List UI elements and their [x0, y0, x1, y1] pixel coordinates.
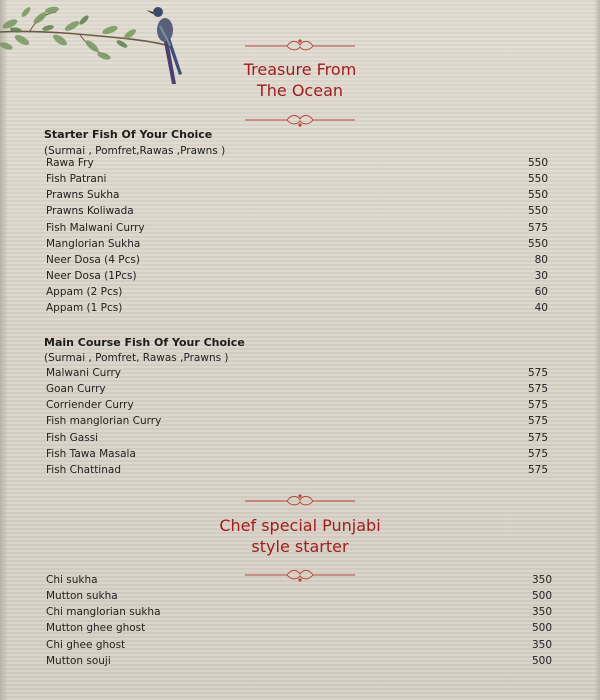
menu-item-price: 575	[527, 415, 548, 428]
menu-item	[46, 284, 548, 300]
menu-item-name: Rawa Fry	[46, 157, 94, 169]
menu-item-price: 575	[527, 221, 548, 234]
menu-item-price: 550	[527, 173, 548, 186]
menu-item-price: 500	[531, 654, 552, 667]
main-course-section-title: Main Course Fish Of Your Choice	[44, 336, 245, 349]
menu-item-price: 500	[531, 590, 552, 603]
menu-item-name: Appam (2 Pcs)	[46, 286, 123, 299]
menu-item-name: Fish manglorian Curry	[46, 415, 162, 428]
menu-item-name: Neer Dosa (4 Pcs)	[46, 253, 140, 266]
menu-item-price: 575	[527, 367, 548, 379]
menu-item-name: Prawns Sukha	[46, 189, 120, 202]
punjabi-starter-menu-list	[46, 572, 552, 669]
menu-item	[46, 155, 548, 171]
menu-item-price: 550	[527, 189, 548, 202]
menu-item	[46, 397, 548, 413]
menu-item-price: 40	[534, 302, 548, 315]
menu-item	[46, 620, 552, 636]
heading-line: style starter	[251, 537, 349, 556]
menu-item-name: Malwani Curry	[46, 367, 121, 379]
menu-item	[46, 220, 548, 236]
menu-item-price: 500	[531, 622, 552, 635]
menu-item-price: 60	[534, 286, 548, 299]
menu-item	[46, 236, 548, 252]
menu-item	[46, 588, 552, 604]
menu-item	[46, 252, 548, 268]
section-heading-treasure-from-the-ocean	[150, 59, 450, 101]
flourish-ornament	[235, 37, 365, 55]
menu-item-price: 550	[527, 237, 548, 250]
menu-item-price: 575	[527, 431, 548, 444]
menu-item	[46, 171, 548, 187]
menu-item-name: Neer Dosa (1Pcs)	[46, 269, 137, 282]
menu-item	[46, 430, 548, 446]
menu-item	[46, 413, 548, 429]
menu-item-name: Corriender Curry	[46, 399, 134, 412]
menu-item	[46, 446, 548, 462]
menu-item	[46, 203, 548, 219]
menu-item-name: Mutton ghee ghost	[46, 622, 146, 635]
menu-item-name: Chi sukha	[46, 574, 98, 586]
starter-menu-list	[46, 155, 548, 316]
heading-line: Treasure From	[243, 60, 357, 79]
menu-item-name: Fish Tawa Masala	[46, 447, 136, 460]
menu-item-name: Fish Malwani Curry	[46, 221, 145, 234]
menu-item-name: Fish Patrani	[46, 173, 107, 186]
menu-item-price: 350	[531, 606, 552, 619]
menu-item-price: 575	[527, 447, 548, 460]
flourish-ornament	[235, 492, 365, 510]
menu-item-price: 30	[534, 269, 548, 282]
menu-item-name: Chi manglorian sukha	[46, 606, 161, 619]
menu-item	[46, 268, 548, 284]
starter-section-title: Starter Fish Of Your Choice	[44, 128, 213, 141]
menu-item	[46, 365, 548, 381]
heading-line: Chef special Punjabi	[219, 516, 381, 535]
main-course-menu-list	[46, 365, 548, 478]
menu-item-name: Fish Chattinad	[46, 463, 121, 476]
menu-item-name: Goan Curry	[46, 383, 106, 396]
menu-item	[46, 300, 548, 316]
heading-line: The Ocean	[256, 81, 344, 100]
page-edge-shadow	[0, 0, 8, 700]
menu-item	[46, 381, 548, 397]
section-heading-chef-special-punjabi	[150, 515, 450, 557]
menu-item	[46, 462, 548, 478]
menu-item-price: 575	[527, 463, 548, 476]
menu-item-name: Prawns Koliwada	[46, 205, 134, 218]
main-course-section-subtitle: (Surmai , Pomfret, Rawas ,Prawns )	[44, 352, 229, 364]
flourish-ornament	[235, 111, 365, 129]
menu-item-name: Mutton sukha	[46, 590, 118, 603]
menu-item-price: 350	[531, 638, 552, 651]
menu-item-price: 550	[527, 205, 548, 218]
menu-item-price: 350	[531, 574, 552, 586]
menu-item-name: Mutton souji	[46, 654, 111, 667]
menu-item	[46, 604, 552, 620]
menu-item	[46, 187, 548, 203]
menu-item-price: 575	[527, 383, 548, 396]
menu-item-name: Fish Gassi	[46, 431, 99, 444]
starter-section-subtitle: (Surmai , Pomfret,Rawas ,Prawns )	[44, 145, 226, 157]
menu-item-price: 550	[527, 157, 548, 169]
menu-item	[46, 637, 552, 653]
menu-item-name: Chi ghee ghost	[46, 638, 126, 651]
menu-item-price: 80	[534, 253, 548, 266]
menu-item-price: 575	[527, 399, 548, 412]
menu-item	[46, 653, 552, 669]
menu-item	[46, 572, 552, 588]
menu-item-name: Manglorian Sukha	[46, 237, 141, 250]
page-edge-shadow	[594, 0, 600, 700]
menu-item-name: Appam (1 Pcs)	[46, 302, 123, 315]
